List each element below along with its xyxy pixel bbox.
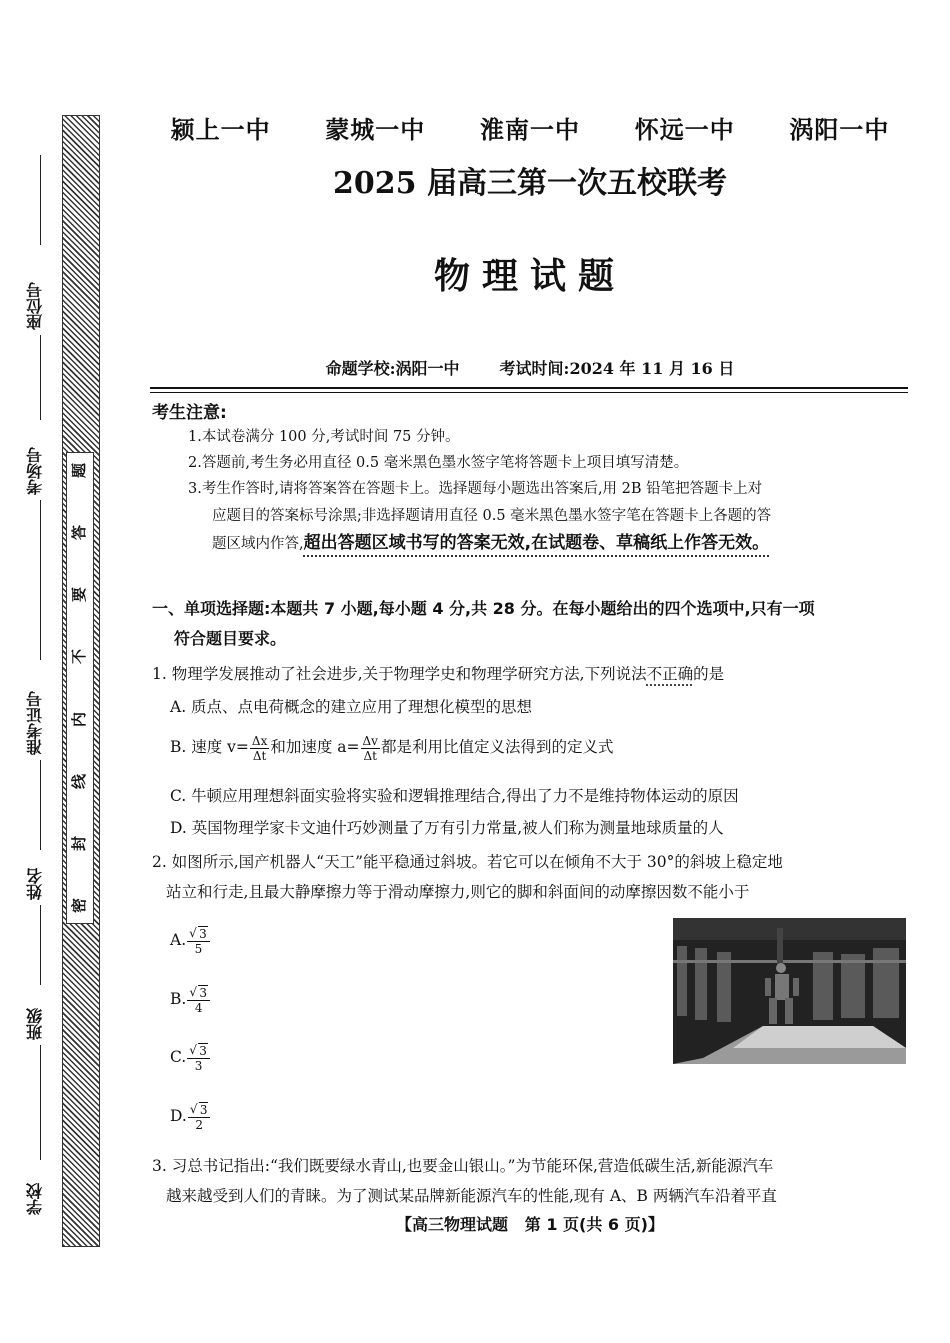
fraction: [188, 1103, 211, 1132]
binding-line: [40, 1045, 41, 1160]
section-line: 一、单项选择题:本题共 7 小题,每小题 4 分,共 28 分。在每小题给出的四个选项中,只有一项: [152, 599, 815, 618]
admission-number-label: 准考证号: [25, 691, 45, 755]
subject-title: 物理试题: [433, 256, 626, 297]
numerator: [188, 1103, 211, 1118]
radicand: 3: [199, 985, 207, 1000]
notice-emphasis: 超出答题区域书写的答案无效,在试题卷、草稿纸上作答无效。: [303, 533, 770, 553]
radicand: 3: [199, 1102, 208, 1117]
fraction: [361, 734, 380, 763]
seal-char: 答: [70, 525, 89, 541]
sqrt: [189, 986, 208, 1000]
radicand: 3: [199, 1043, 207, 1058]
stem-text: 1. 物理学发展推动了社会进步,关于物理学史和物理学研究方法,下列说法: [152, 665, 647, 683]
seat-number-label: 座位号: [25, 282, 45, 330]
binding-line: [40, 760, 41, 850]
sqrt: [190, 1103, 209, 1117]
seal-char: 线: [70, 773, 89, 789]
seal-char: 不: [70, 649, 89, 665]
numerator: [187, 927, 210, 942]
seal-char: 题: [70, 462, 89, 479]
stem-line: 3. 习总书记指出:“我们既要绿水青山,也要金山银山。”为节能环保,营造低碳生活,新能源汽车: [152, 1157, 774, 1175]
binding-line: [40, 905, 41, 985]
fraction: [187, 927, 210, 956]
radicand: 3: [199, 926, 207, 941]
option-label: D.: [170, 1107, 187, 1125]
header-rule-thin: [150, 392, 908, 393]
binding-line: [40, 155, 41, 245]
notice-item: 应题目的答案标号涂黑;非选择题请用直径 0.5 毫米黑色墨水签字笔在答题卡上各题的答: [212, 508, 772, 524]
section-heading: [152, 594, 910, 654]
question-1-option-a: A. 质点、点电荷概念的建立应用了理想化模型的思想: [170, 698, 533, 716]
binding-line: [40, 500, 41, 660]
denominator: 4: [194, 1000, 203, 1015]
seal-char: 密: [70, 897, 89, 913]
notice-item: 1.本试卷满分 100 分,考试时间 75 分钟。: [188, 429, 460, 445]
fraction: [250, 734, 269, 763]
denominator: 3: [194, 1058, 203, 1073]
option-text: B. 速度 v=: [170, 738, 249, 756]
seal-char: 封: [70, 835, 89, 851]
question-1-option-b: [170, 733, 910, 763]
denominator: Δt: [252, 748, 267, 763]
page-footer: 【高三物理试题 第 1 页(共 6 页)】: [396, 1215, 664, 1234]
seal-char: 要: [70, 587, 89, 603]
robot-photo-drawing: [673, 918, 906, 1064]
class-label: 班级: [25, 1008, 45, 1040]
exam-meta: [150, 356, 910, 379]
question-1-option-d: D. 英国物理学家卡文迪什巧妙测量了万有引力常量,被人们称为测量地球质量的人: [170, 819, 724, 837]
school-list: 颍上一中 蒙城一中 淮南一中 怀远一中 涡阳一中: [170, 116, 890, 144]
denominator: Δt: [363, 748, 377, 763]
header-rule: [150, 387, 908, 389]
sqrt: [189, 1044, 208, 1058]
fraction: [187, 986, 210, 1015]
seal-line-box: [66, 452, 94, 924]
option-text: 和加速度 a=: [270, 738, 360, 756]
option-label: A.: [170, 931, 187, 949]
stem-emphasis: 不正确: [646, 665, 694, 683]
fraction: [187, 1044, 210, 1073]
seal-char: 内: [70, 711, 89, 727]
school-label: 学校: [25, 1183, 45, 1215]
numerator: Δx: [251, 733, 268, 748]
setting-school: 命题学校:涡阳一中: [325, 359, 460, 378]
question-2-option-d: [170, 1102, 910, 1132]
notice-item-emphasis-line: [212, 530, 908, 557]
notice-item: 2.答题前,考生务必用直径 0.5 毫米黑色墨水签字笔将答题卡上项目填写清楚。: [188, 455, 689, 471]
denominator: 2: [195, 1117, 203, 1132]
exam-title: 2025 届高三第一次五校联考: [333, 166, 727, 201]
notice-item: 题区域内作答,: [212, 536, 304, 552]
numerator: Δv: [362, 733, 378, 748]
notice-item: 3.考生作答时,请将答案答在答题卡上。选择题每小题选出答案后,用 2B 铅笔把答题卡上对: [188, 481, 763, 497]
question-3-stem: [152, 1152, 910, 1210]
sqrt: [189, 927, 208, 941]
option-label: C.: [170, 1048, 187, 1066]
name-label: 姓名: [25, 868, 45, 900]
question-1-stem: [152, 660, 910, 688]
option-text: 都是利用比值定义法得到的定义式: [380, 738, 614, 756]
binding-line: [40, 335, 41, 420]
stem-line: 越来越受到人们的青睐。为了测试某品牌新能源汽车的性能,现有 A、B 两辆汽车沿着平直: [166, 1187, 777, 1205]
robot-photo: [673, 918, 906, 1064]
section-line: 符合题目要求。: [174, 629, 287, 648]
stem-line: 2. 如图所示,国产机器人“天工”能平稳通过斜坡。若它可以在倾角不大于 30°的斜坡上稳定地: [152, 853, 783, 871]
question-1-option-c: C. 牛顿应用理想斜面实验将实验和逻辑推理结合,得出了力不是维持物体运动的原因: [170, 787, 739, 805]
exam-room-label: 考场号: [25, 447, 45, 495]
stem-line: 站立和行走,且最大静摩擦力等于滑动摩擦力,则它的脚和斜面间的动摩擦因数不能小于: [166, 883, 750, 901]
numerator: [187, 986, 210, 1001]
stem-text: 的是: [693, 665, 725, 683]
exam-date: 考试时间:2024 年 11 月 16 日: [499, 359, 735, 378]
denominator: 5: [194, 941, 203, 956]
notice-heading: 考生注意:: [152, 403, 227, 423]
question-2-stem: [152, 848, 910, 906]
numerator: [187, 1044, 210, 1059]
option-label: B.: [170, 990, 187, 1008]
